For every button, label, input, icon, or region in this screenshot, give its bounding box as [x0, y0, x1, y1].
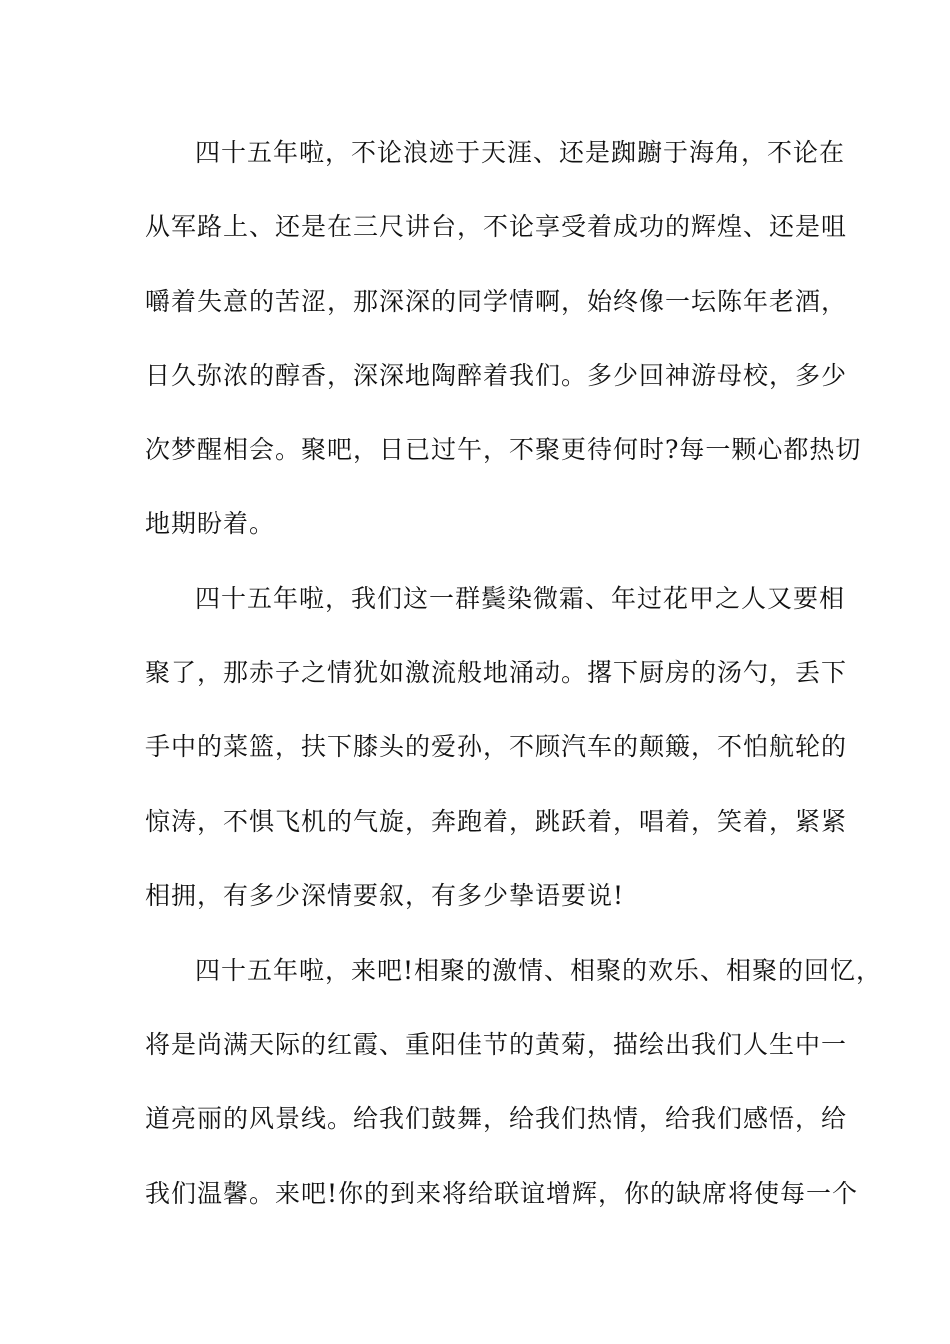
paragraph-2-line-2: 聚了，那赤子之情犹如激流般地涌动。撂下厨房的汤勺，丢下 — [145, 658, 848, 687]
paragraph-1-line-6: 地期盼着。 — [145, 509, 276, 538]
paragraph-2-line-4: 惊涛，不惧飞机的气旋，奔跑着，跳跃着，唱着，笑着，紧紧 — [145, 807, 848, 836]
paragraph-1-line-1: 四十五年啦，不论浪迹于天涯、还是踟躕于海角，不论在 — [195, 138, 846, 167]
paragraph-2-line-3: 手中的菜篮，扶下膝头的爱孙，不顾汽车的颠簸，不怕航轮的 — [145, 732, 848, 761]
paragraph-3-line-2: 将是尚满天际的红霞、重阳佳节的黄菊，描绘出我们人生中一 — [145, 1030, 848, 1059]
paragraph-1-line-4: 日久弥浓的醇香，深深地陶醉着我们。多少回神游母校，多少 — [145, 361, 848, 390]
paragraph-1-line-3: 嚼着失意的苦涩，那深深的同学情啊，始终像一坛陈年老酒， — [145, 287, 848, 316]
paragraph-2-line-1: 四十五年啦，我们这一群鬓染微霜、年过花甲之人又要相 — [195, 584, 846, 613]
paragraph-3-line-4: 我们温馨。来吧!你的到来将给联谊增辉，你的缺席将使每一个 — [145, 1179, 859, 1208]
paragraph-2-line-5: 相拥，有多少深情要叙，有多少挚语要说! — [145, 881, 625, 910]
paragraph-3-line-3: 道亮丽的风景线。给我们鼓舞，给我们热情，给我们感悟，给 — [145, 1104, 848, 1133]
paragraph-1-line-2: 从军路上、还是在三尺讲台，不论享受着成功的辉煌、还是咀 — [145, 212, 848, 241]
paragraph-3-line-1: 四十五年啦，来吧!相聚的激情、相聚的欢乐、相聚的回忆， — [195, 956, 883, 985]
paragraph-1-line-5: 次梦醒相会。聚吧，日已过午，不聚更待何时?每一颗心都热切 — [145, 435, 862, 464]
